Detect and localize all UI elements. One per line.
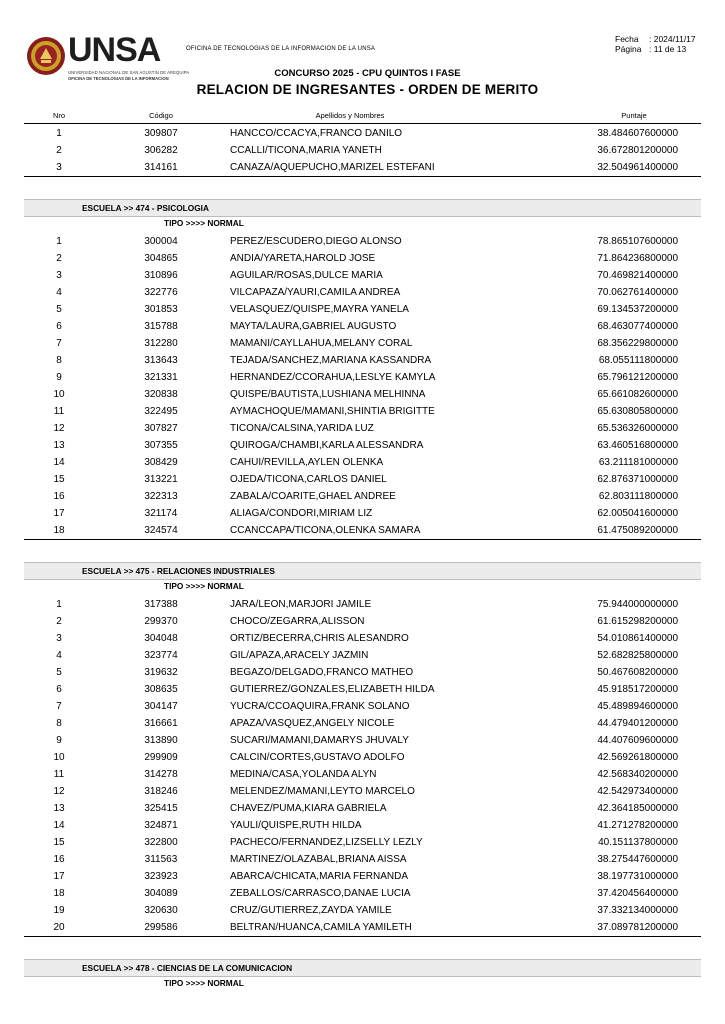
name-cell: APAZA/VASQUEZ,ANGELY NICOLE [230, 718, 395, 729]
score-cell: 37.332134000000 [597, 905, 678, 916]
score-cell: 45.918517200000 [597, 684, 678, 695]
nro-cell: 16 [53, 491, 65, 502]
codigo-cell: 320838 [144, 389, 178, 400]
table-row [24, 664, 701, 681]
name-cell: GUTIERREZ/GONZALES,ELIZABETH HILDA [230, 684, 435, 695]
nro-cell: 1 [56, 236, 62, 247]
row-divider [24, 539, 701, 540]
school-title: ESCUELA >> 474 - PSICOLOGIA [82, 203, 209, 213]
pagina-value: : 11 de 13 [649, 44, 687, 54]
codigo-cell: 322776 [144, 287, 178, 298]
nro-cell: 11 [53, 769, 65, 780]
name-cell: ALIAGA/CONDORI,MIRIAM LIZ [230, 508, 373, 519]
tipo-label: TIPO >>>> NORMAL [164, 581, 244, 591]
col-codigo: Código [149, 111, 173, 120]
score-cell: 42.568340200000 [597, 769, 678, 780]
score-cell: 62.803111800000 [598, 491, 678, 502]
name-cell: TEJADA/SANCHEZ,MARIANA KASSANDRA [230, 355, 432, 366]
fecha-value: : 2024/11/17 [649, 34, 696, 44]
score-cell: 68.463077400000 [597, 321, 678, 332]
brand-subtitle: UNIVERSIDAD NACIONAL DE SAN AGUSTIN DE AREQUIPA [68, 70, 190, 75]
score-cell: 42.364185000000 [597, 803, 678, 814]
score-cell: 38.484607600000 [597, 128, 678, 139]
name-cell: MARTINEZ/OLAZABAL,BRIANA AISSA [230, 854, 407, 865]
pagina-label: Página [615, 44, 642, 54]
codigo-cell: 306282 [144, 145, 178, 156]
nro-cell: 2 [56, 616, 62, 627]
name-cell: CAHUI/REVILLA,AYLEN OLENKA [230, 457, 384, 468]
codigo-cell: 308429 [144, 457, 178, 468]
table-row [24, 471, 701, 488]
name-cell: ZEBALLOS/CARRASCO,DANAE LUCIA [230, 888, 411, 899]
nro-cell: 9 [56, 735, 62, 746]
table-row [24, 301, 701, 318]
score-cell: 63.460516800000 [597, 440, 678, 451]
name-cell: VILCAPAZA/YAURI,CAMILA ANDREA [230, 287, 401, 298]
name-cell: GIL/APAZA,ARACELY JAZMIN [230, 650, 369, 661]
codigo-cell: 304147 [144, 701, 178, 712]
nro-cell: 18 [53, 888, 65, 899]
score-cell: 70.469821400000 [597, 270, 678, 281]
codigo-cell: 321331 [144, 372, 178, 383]
nro-cell: 6 [56, 684, 62, 695]
nro-cell: 4 [56, 650, 62, 661]
codigo-cell: 310896 [144, 270, 178, 281]
nro-cell: 13 [53, 803, 65, 814]
codigo-cell: 311563 [144, 854, 178, 865]
nro-cell: 3 [56, 162, 62, 173]
table-row [24, 902, 701, 919]
table-row [24, 885, 701, 902]
score-cell: 65.630805800000 [597, 406, 678, 417]
nro-cell: 6 [56, 321, 62, 332]
name-cell: ZABALA/COARITE,GHAEL ANDREE [230, 491, 396, 502]
nro-cell: 1 [56, 128, 62, 139]
table-row [24, 454, 701, 471]
name-cell: YAULI/QUISPE,RUTH HILDA [230, 820, 362, 831]
tipo-label: TIPO >>>> NORMAL [164, 978, 244, 988]
score-cell: 65.661082600000 [597, 389, 678, 400]
codigo-cell: 319632 [144, 667, 178, 678]
nro-cell: 17 [53, 508, 65, 519]
codigo-cell: 314161 [144, 162, 178, 173]
codigo-cell: 313643 [144, 355, 178, 366]
codigo-cell: 300004 [144, 236, 178, 247]
name-cell: PACHECO/FERNANDEZ,LIZSELLY LEZLY [230, 837, 423, 848]
nro-cell: 3 [56, 270, 62, 281]
codigo-cell: 323774 [144, 650, 178, 661]
score-cell: 32.504961400000 [597, 162, 678, 173]
codigo-cell: 299586 [144, 922, 178, 933]
name-cell: MAYTA/LAURA,GABRIEL AUGUSTO [230, 321, 397, 332]
nro-cell: 9 [56, 372, 62, 383]
page-title: RELACION DE INGRESANTES - ORDEN DE MERITO [196, 82, 539, 97]
name-cell: ORTIZ/BECERRA,CHRIS ALESANDRO [230, 633, 409, 644]
table-row [24, 800, 701, 817]
name-cell: HANCCO/CCACYA,FRANCO DANILO [230, 128, 403, 139]
table-row [24, 403, 701, 420]
table-row [24, 505, 701, 522]
nro-cell: 10 [53, 389, 65, 400]
table-row [24, 420, 701, 437]
name-cell: CRUZ/GUTIERREZ,ZAYDA YAMILE [230, 905, 392, 916]
codigo-cell: 312280 [144, 338, 178, 349]
concurso-title: CONCURSO 2025 - CPU QUINTOS I FASE [274, 68, 461, 79]
score-cell: 38.275447600000 [597, 854, 678, 865]
office-name: OFICINA DE TECNOLOGIAS DE LA INFORMACION DE LA UNSA [186, 46, 376, 52]
codigo-cell: 317388 [144, 599, 178, 610]
score-cell: 52.682825800000 [597, 650, 678, 661]
codigo-cell: 301853 [144, 304, 178, 315]
codigo-cell: 313221 [144, 474, 178, 485]
score-cell: 61.615298200000 [597, 616, 678, 627]
nro-cell: 15 [53, 837, 65, 848]
codigo-cell: 316661 [144, 718, 178, 729]
name-cell: BEGAZO/DELGADO,FRANCO MATHEO [230, 667, 414, 678]
score-cell: 62.876371000000 [597, 474, 678, 485]
fecha-label: Fecha [615, 34, 639, 44]
table-row [24, 834, 701, 851]
nro-cell: 12 [53, 786, 65, 797]
name-cell: CHAVEZ/PUMA,KIARA GABRIELA [230, 803, 387, 814]
score-cell: 37.420456400000 [597, 888, 678, 899]
name-cell: CANAZA/AQUEPUCHO,MARIZEL ESTEFANI [230, 162, 435, 173]
score-cell: 69.134537200000 [597, 304, 678, 315]
score-cell: 40.151137800000 [598, 837, 678, 848]
score-cell: 63.211181000000 [598, 457, 678, 468]
score-cell: 38.197731000000 [597, 871, 678, 882]
codigo-cell: 318246 [144, 786, 178, 797]
score-cell: 61.475089200000 [597, 525, 678, 536]
name-cell: MAMANI/CAYLLAHUA,MELANY CORAL [230, 338, 413, 349]
table-row [24, 142, 701, 159]
table-row [24, 851, 701, 868]
table-row [24, 318, 701, 335]
nro-cell: 7 [56, 338, 62, 349]
score-cell: 65.536326000000 [597, 423, 678, 434]
name-cell: CCALLI/TICONA,MARIA YANETH [230, 145, 382, 156]
table-row [24, 698, 701, 715]
school-title: ESCUELA >> 475 - RELACIONES INDUSTRIALES [82, 566, 275, 576]
table-row [24, 919, 701, 936]
nro-cell: 17 [53, 871, 65, 882]
table-row [24, 766, 701, 783]
codigo-cell: 322800 [144, 837, 178, 848]
name-cell: CHOCO/ZEGARRA,ALISSON [230, 616, 365, 627]
codigo-cell: 307355 [144, 440, 178, 451]
table-row [24, 868, 701, 885]
score-cell: 37.089781200000 [597, 922, 678, 933]
nro-cell: 8 [56, 718, 62, 729]
name-cell: QUIROGA/CHAMBI,KARLA ALESSANDRA [230, 440, 424, 451]
name-cell: CCANCCAPA/TICONA,OLENKA SAMARA [230, 525, 421, 536]
score-cell: 50.467608200000 [597, 667, 678, 678]
name-cell: TICONA/CALSINA,YARIDA LUZ [230, 423, 374, 434]
school-header [24, 562, 701, 580]
brand-name: UNSA [68, 31, 161, 69]
table-row [24, 233, 701, 250]
table-row [24, 522, 701, 539]
nro-cell: 12 [53, 423, 65, 434]
nro-cell: 4 [56, 287, 62, 298]
codigo-cell: 299370 [144, 616, 178, 627]
school-header [24, 199, 701, 217]
table-row [24, 732, 701, 749]
tipo-label: TIPO >>>> NORMAL [164, 218, 244, 228]
nro-cell: 8 [56, 355, 62, 366]
codigo-cell: 315788 [144, 321, 178, 332]
score-cell: 44.407609600000 [597, 735, 678, 746]
table-row [24, 749, 701, 766]
name-cell: PEREZ/ESCUDERO,DIEGO ALONSO [230, 236, 402, 247]
nro-cell: 2 [56, 253, 62, 264]
col-nro: Nro [52, 111, 66, 120]
name-cell: JARA/LEON,MARJORI JAMILE [230, 599, 372, 610]
codigo-cell: 322495 [144, 406, 178, 417]
col-nombres: Apellidos y Nombres [315, 111, 385, 120]
table-row [24, 488, 701, 505]
table-row [24, 437, 701, 454]
nro-cell: 2 [56, 145, 62, 156]
table-row [24, 681, 701, 698]
name-cell: AYMACHOQUE/MAMANI,SHINTIA BRIGITTE [230, 406, 435, 417]
nro-cell: 3 [56, 633, 62, 644]
score-cell: 44.479401200000 [597, 718, 678, 729]
nro-cell: 5 [56, 667, 62, 678]
name-cell: VELASQUEZ/QUISPE,MAYRA YANELA [230, 304, 409, 315]
table-row [24, 125, 701, 142]
nro-cell: 10 [53, 752, 65, 763]
nro-cell: 14 [53, 457, 65, 468]
nro-cell: 1 [56, 599, 62, 610]
nro-cell: 11 [53, 406, 65, 417]
codigo-cell: 304089 [144, 888, 178, 899]
codigo-cell: 320630 [144, 905, 178, 916]
score-cell: 70.062761400000 [597, 287, 678, 298]
score-cell: 65.796121200000 [597, 372, 678, 383]
score-cell: 75.944000000000 [597, 599, 678, 610]
score-cell: 36.672801200000 [597, 145, 678, 156]
name-cell: HERNANDEZ/CCORAHUA,LESLYE KAMYLA [230, 372, 436, 383]
table-row [24, 250, 701, 267]
score-cell: 42.542973400000 [597, 786, 678, 797]
table-row [24, 369, 701, 386]
codigo-cell: 299909 [144, 752, 178, 763]
nro-cell: 14 [53, 820, 65, 831]
table-row [24, 335, 701, 352]
codigo-cell: 323923 [144, 871, 178, 882]
nro-cell: 13 [53, 440, 65, 451]
table-row [24, 352, 701, 369]
table-row [24, 159, 701, 176]
table-row [24, 817, 701, 834]
name-cell: CALCIN/CORTES,GUSTAVO ADOLFO [230, 752, 405, 763]
name-cell: OJEDA/TICONA,CARLOS DANIEL [230, 474, 387, 485]
codigo-cell: 309807 [144, 128, 178, 139]
table-row [24, 613, 701, 630]
score-cell: 71.864236800000 [597, 253, 678, 264]
nro-cell: 20 [53, 922, 65, 933]
score-cell: 78.865107600000 [597, 236, 678, 247]
row-divider [24, 176, 701, 177]
codigo-cell: 324574 [144, 525, 178, 536]
name-cell: ABARCA/CHICATA,MARIA FERNANDA [230, 871, 408, 882]
name-cell: QUISPE/BAUTISTA,LUSHIANA MELHINNA [230, 389, 426, 400]
codigo-cell: 322313 [144, 491, 178, 502]
codigo-cell: 321174 [144, 508, 178, 519]
codigo-cell: 313890 [144, 735, 178, 746]
score-cell: 45.489894600000 [597, 701, 678, 712]
table-row [24, 715, 701, 732]
nro-cell: 16 [53, 854, 65, 865]
codigo-cell: 325415 [144, 803, 178, 814]
name-cell: SUCARI/MAMANI,DAMARYS JHUVALY [230, 735, 409, 746]
nro-cell: 5 [56, 304, 62, 315]
row-divider [24, 936, 701, 937]
name-cell: ANDIA/YARETA,HAROLD JOSE [230, 253, 376, 264]
name-cell: YUCRA/CCOAQUIRA,FRANK SOLANO [230, 701, 410, 712]
school-title: ESCUELA >> 478 - CIENCIAS DE LA COMUNICACION [82, 963, 293, 973]
table-row [24, 284, 701, 301]
column-header [24, 108, 701, 124]
table-row [24, 596, 701, 613]
score-cell: 68.356229800000 [597, 338, 678, 349]
codigo-cell: 308635 [144, 684, 178, 695]
score-cell: 42.569261800000 [597, 752, 678, 763]
report-meta [615, 34, 696, 54]
nro-cell: 19 [53, 905, 65, 916]
table-row [24, 267, 701, 284]
codigo-cell: 314278 [144, 769, 178, 780]
codigo-cell: 307827 [144, 423, 178, 434]
school-header [24, 959, 701, 977]
codigo-cell: 304865 [144, 253, 178, 264]
brand-office: OFICINA DE TECNOLOGIAS DE LA INFORMACION [68, 76, 169, 81]
nro-cell: 15 [53, 474, 65, 485]
name-cell: BELTRAN/HUANCA,CAMILA YAMILETH [230, 922, 412, 933]
score-cell: 54.010861400000 [597, 633, 678, 644]
name-cell: AGUILAR/ROSAS,DULCE MARIA [230, 270, 383, 281]
nro-cell: 7 [56, 701, 62, 712]
codigo-cell: 324871 [144, 820, 178, 831]
nro-cell: 18 [53, 525, 65, 536]
table-row [24, 630, 701, 647]
score-cell: 62.005041600000 [597, 508, 678, 519]
table-row [24, 783, 701, 800]
score-cell: 41.271278200000 [597, 820, 678, 831]
table-row [24, 647, 701, 664]
name-cell: MEDINA/CASA,YOLANDA ALYN [230, 769, 377, 780]
name-cell: MELENDEZ/MAMANI,LEYTO MARCELO [230, 786, 415, 797]
score-cell: 68.055111800000 [598, 355, 678, 366]
col-puntaje: Puntaje [621, 111, 647, 120]
table-row [24, 386, 701, 403]
codigo-cell: 304048 [144, 633, 178, 644]
